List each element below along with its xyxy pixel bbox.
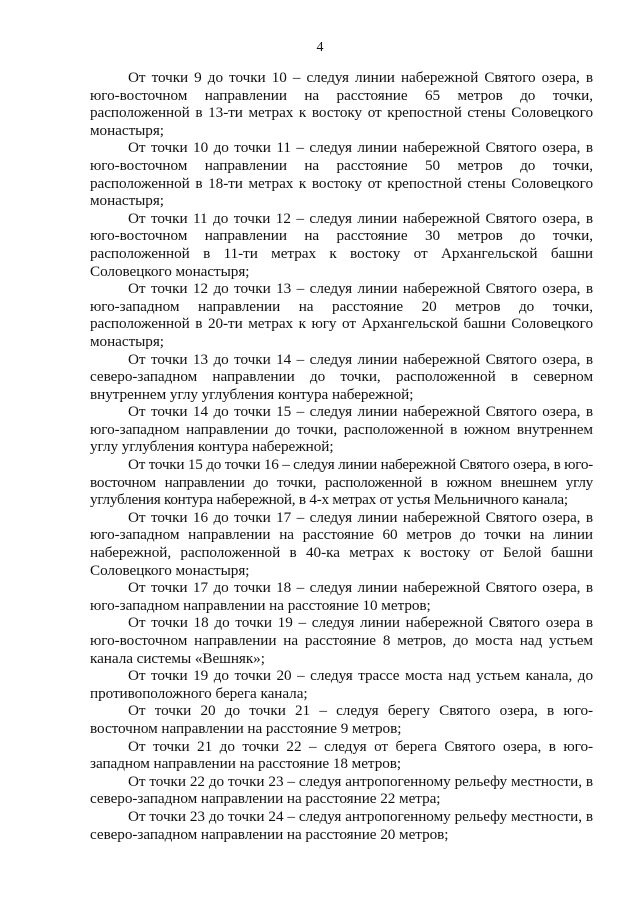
paragraph: От точки 23 до точки 24 – следуя антропогенному рельефу местности, в северо-западном направлении на расстояние 20 метров; <box>90 807 593 843</box>
paragraph: От точки 14 до точки 15 – следуя линии набережной Святого озера, в юго-западном направлении до точки, расположенной в южном внутреннем углу углубления контура набережной; <box>90 403 593 456</box>
paragraph: От точки 9 до точки 10 – следуя линии набережной Святого озера, в юго-восточном направлении на расстояние 65 метров до точки, расположенной в 13-ти метрах к востоку от крепостной стены Соловецкого монастыря; <box>90 69 593 139</box>
paragraph: От точки 11 до точки 12 – следуя линии набережной Святого озера, в юго-восточном направлении на расстояние 30 метров до точки, расположенной в 11-ти метрах к востоку от Архангельской башни Соловецкого монастыря; <box>90 209 593 280</box>
paragraph: От точки 19 до точки 20 – следуя трассе моста над устьем канала, до противоположного берега канала; <box>90 667 593 702</box>
paragraph: От точки 10 до точки 11 – следуя линии набережной Святого озера, в юго-восточном направлении на расстояние 50 метров до точки, расположенной в 18-ти метрах к востоку от крепостной стены Соловецкого монастыря; <box>90 139 593 210</box>
paragraph: От точки 22 до точки 23 – следуя антропогенному рельефу местности, в северо-западном направлении на расстояние 22 метра; <box>90 772 593 808</box>
paragraph: От точки 12 до точки 13 – следуя линии набережной Святого озера, в юго-западном направлении на расстояние 20 метров до точки, расположенной в 20-ти метрах к югу от Архангельской башни Соловецкого монастыря; <box>90 280 593 350</box>
paragraph: От точки 20 до точки 21 – следуя берегу Святого озера, в юго-восточном направлении на расстояние 9 метров; <box>90 702 593 737</box>
paragraph: От точки 13 до точки 14 – следуя линии набережной Святого озера, в северо-западном направлении до точки, расположенной в северном внутреннем углу углубления контура набережной; <box>90 350 593 403</box>
page-number: 4 <box>316 40 324 55</box>
paragraph: От точки 15 до точки 16 – следуя линии набережной Святого озера, в юго-восточном направлении до точки, расположенной в южном внешнем углу углубления контура набережной, в 4-х метрах от устья Мельничного канала; <box>90 456 593 509</box>
paragraph: От точки 16 до точки 17 – следуя линии набережной Святого озера, в юго-западном направлении на расстояние 60 метров до точки на линии набережной, расположенной в 40-ка метрах к востоку от Белой башни Соловецкого монастыря; <box>90 508 593 579</box>
paragraph: От точки 21 до точки 22 – следуя от берега Святого озера, в юго-западном направлении на расстояние 18 метров; <box>90 737 593 773</box>
paragraph: От точки 17 до точки 18 – следуя линии набережной Святого озера, в юго-западном направлении на расстояние 10 метров; <box>90 579 593 614</box>
document-body <box>90 69 593 843</box>
paragraph: От точки 18 до точки 19 – следуя линии набережной Святого озера в юго-восточном направлении на расстояние 8 метров, до моста над устьем канала системы «Вешняк»; <box>90 614 593 667</box>
